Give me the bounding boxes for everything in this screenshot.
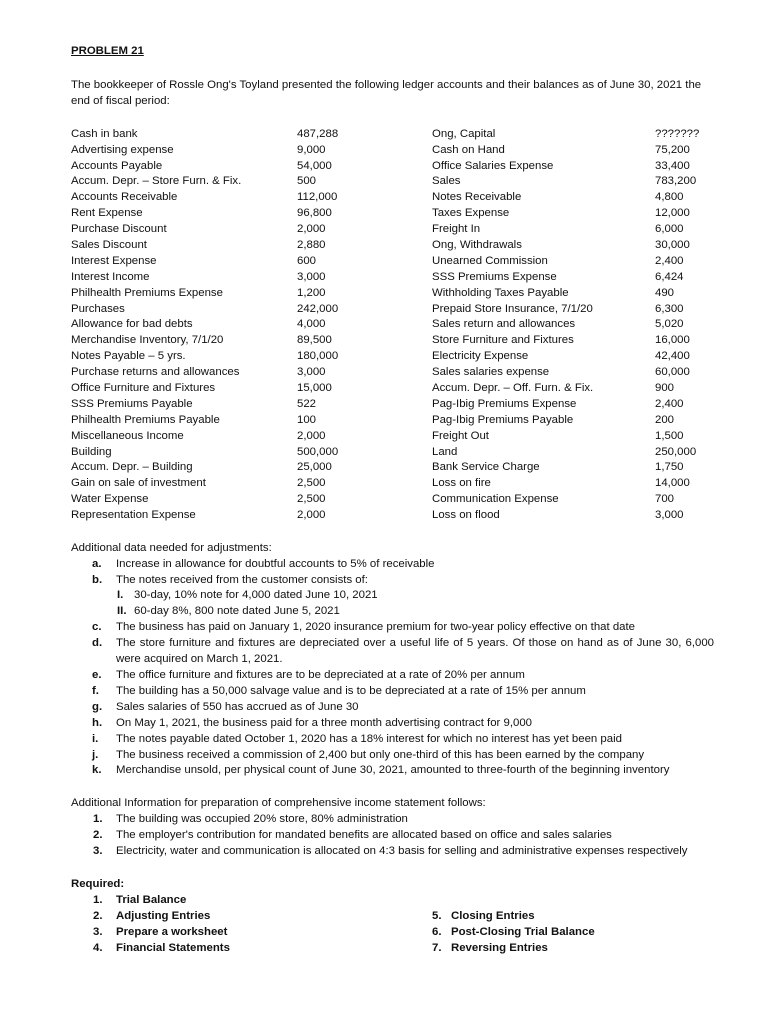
info-text: Electricity, water and communication is allocated on 4:3 basis for selling and administrative expenses respectively [116,845,688,858]
account-name: Purchase Discount [71,223,167,236]
required-text: Trial Balance [116,893,187,906]
account-amount: 783,200 [655,175,697,188]
adjustment-text: Sales salaries of 550 has accrued as of June 30 [116,700,359,713]
account-amount: 2,880 [297,238,326,251]
required-item [432,941,595,957]
account-amount: 3,000 [655,509,684,522]
adjustment-text: The store furniture and fixtures are depreciated over a useful life of 5 years. Of those on hand as of June 30, 6,000 were acquired on March 1, 2021. [116,637,714,666]
adjustment-text: The office furniture and fixtures are to be depreciated at a rate of 20% per annum [116,668,525,681]
account-amount: 5,020 [655,318,684,331]
account-amount: 250,000 [655,445,697,458]
account-name: Sales Discount [71,238,147,251]
account-name: SSS Premiums Payable [71,397,193,410]
account-name: Notes Payable – 5 yrs. [71,350,186,363]
ledger-left-amounts [297,127,397,524]
adjustment-item [71,668,714,684]
account-amount: 1,500 [655,429,684,442]
info-marker: 1. [93,813,103,826]
account-name: Pag-Ibig Premiums Payable [432,413,574,426]
account-name: Notes Receivable [432,191,522,204]
adjustment-item [71,557,714,573]
account-name: Interest Expense [71,254,157,267]
account-amount: 2,500 [297,477,326,490]
note-marker: II. [117,605,127,618]
problem-title: PROBLEM 21 [71,45,144,57]
ledger-accounts-table [71,127,714,524]
account-amount: 16,000 [655,334,690,347]
document-page [71,44,714,957]
info-item [71,844,714,860]
adjustment-item [71,636,714,668]
account-name: Building [71,445,112,458]
required-marker: 2. [93,909,103,922]
account-name: Purchases [71,302,125,315]
adjustment-item [71,700,714,716]
info-marker: 3. [93,845,103,858]
account-name: Store Furniture and Fixtures [432,334,574,347]
adjustment-item [71,684,714,700]
account-name: Land [432,445,458,458]
account-amount: 30,000 [655,238,690,251]
account-amount: 42,400 [655,350,690,363]
account-name: Prepaid Store Insurance, 7/1/20 [432,302,593,315]
adjustment-text: The business has paid on January 1, 2020 insurance premium for two-year policy effective on that date [116,621,635,634]
account-amount: 2,400 [655,397,684,410]
account-name: Representation Expense [71,509,196,522]
required-item [432,925,595,941]
account-name: Interest Income [71,270,150,283]
account-amount: 75,200 [655,143,690,156]
required-list-left [71,893,230,957]
adjustment-text: Merchandise unsold, per physical count of June 30, 2021, amounted to three-fourth of the beginning inventory [116,764,670,777]
account-name: Freight In [432,223,481,236]
note-text: 30-day, 10% note for 4,000 dated June 10, 2021 [134,589,378,602]
ledger-left-names [71,127,293,524]
account-name: Purchase returns and allowances [71,366,240,379]
account-name: Loss on fire [432,477,491,490]
account-amount: 33,400 [655,159,690,172]
note-item [71,588,714,604]
info-item [71,828,714,844]
account-amount: 4,000 [297,318,326,331]
required-heading: Required: [71,877,125,890]
account-name: Ong, Capital [432,127,496,140]
account-amount: 6,000 [655,223,684,236]
required-item [71,909,230,925]
adjustment-item [71,732,714,748]
required-item [71,925,230,941]
adjustment-text: The notes received from the customer consists of: [116,573,368,586]
account-amount: 242,000 [297,302,339,315]
info-text: The building was occupied 20% store, 80% administration [116,813,408,826]
required-text: Post-Closing Trial Balance [451,925,595,938]
account-name: Accum. Depr. – Store Furn. & Fix. [71,175,242,188]
adjustment-marker: e. [92,668,102,681]
adjustment-marker: k. [92,764,102,777]
account-name: Sales salaries expense [432,366,550,379]
adjustments-list [71,557,714,780]
account-amount: 180,000 [297,350,339,363]
account-amount: 54,000 [297,159,332,172]
account-name: Sales return and allowances [432,318,576,331]
account-amount: 12,000 [655,207,690,220]
account-name: Freight Out [432,429,489,442]
account-name: Pag-Ibig Premiums Expense [432,397,577,410]
account-name: Electricity Expense [432,350,529,363]
account-name: Withholding Taxes Payable [432,286,569,299]
account-name: Cash on Hand [432,143,505,156]
required-marker: 4. [93,941,103,954]
account-name: Miscellaneous Income [71,429,184,442]
account-name: Unearned Commission [432,254,548,267]
account-amount: 14,000 [655,477,690,490]
account-amount: 96,800 [297,207,332,220]
adjustment-item [71,573,714,589]
adjustment-text: The business received a commission of 2,400 but only one-third of this has been earned by the company [116,748,645,761]
account-amount: 1,750 [655,461,684,474]
intro-paragraph: The bookkeeper of Rossle Ong's Toyland presented the following ledger accounts and their balances as of June 30, 2021 the end of fiscal period: [71,78,702,107]
account-name: Cash in bank [71,127,138,140]
required-marker: 1. [93,893,103,906]
account-amount: 112,000 [297,191,338,204]
adjustment-text: Increase in allowance for doubtful accounts to 5% of receivable [116,557,435,570]
ledger-right-amounts [655,127,715,524]
account-name: Merchandise Inventory, 7/1/20 [71,334,224,347]
adjustment-marker: f. [92,684,99,697]
account-amount: 522 [297,397,317,410]
adjustment-item [71,620,714,636]
account-amount: 9,000 [297,143,326,156]
required-text: Reversing Entries [451,941,548,954]
account-name: Rent Expense [71,207,143,220]
account-amount: 2,000 [297,429,326,442]
account-amount: 200 [655,413,675,426]
adjustment-item [71,763,714,779]
account-amount: 600 [297,254,317,267]
required-text: Closing Entries [451,909,535,922]
account-amount: 2,000 [297,223,326,236]
account-name: Office Salaries Expense [432,159,554,172]
account-amount: 89,500 [297,334,332,347]
account-name: Accounts Receivable [71,191,178,204]
account-name: Sales [432,175,461,188]
account-amount: 6,300 [655,302,684,315]
account-amount: 1,200 [297,286,326,299]
required-item [432,909,595,925]
adjustment-text: The notes payable dated October 1, 2020 has a 18% interest for which no interest has yet been paid [116,732,622,745]
info-text: The employer's contribution for mandated benefits are allocated based on office and sales salaries [116,829,612,842]
note-text: 60-day 8%, 800 note dated June 5, 2021 [134,605,340,618]
adjustment-marker: h. [92,716,103,729]
account-amount: 100 [297,413,317,426]
account-name: Taxes Expense [432,207,510,220]
adjustment-marker: b. [92,573,103,586]
ledger-right-names [432,127,647,524]
adjustment-item [71,716,714,732]
account-amount: 25,000 [297,461,332,474]
info-list [71,812,714,860]
account-name: Allowance for bad debts [71,318,193,331]
account-name: Office Furniture and Fixtures [71,381,216,394]
account-amount: 700 [655,493,675,506]
required-text: Adjusting Entries [116,909,211,922]
account-name: SSS Premiums Expense [432,270,557,283]
note-item [71,604,714,620]
account-name: Bank Service Charge [432,461,540,474]
account-amount: 2,000 [297,509,326,522]
adjustment-item [71,748,714,764]
account-name: Communication Expense [432,493,559,506]
account-name: Accum. Depr. – Building [71,461,193,474]
account-amount: 60,000 [655,366,690,379]
required-item [71,941,230,957]
adjustments-heading: Additional data needed for adjustments: [71,541,272,554]
account-amount: 900 [655,381,675,394]
account-amount: 2,500 [297,493,326,506]
adjustment-marker: d. [92,637,103,650]
account-amount: 487,288 [297,127,339,140]
required-list-right [432,909,595,957]
info-heading: Additional Information for preparation of comprehensive income statement follows: [71,797,486,810]
account-amount: 15,000 [297,381,332,394]
adjustment-marker: j. [92,748,99,761]
required-item [71,893,230,909]
adjustment-marker: i. [92,732,99,745]
account-amount: 2,400 [655,254,684,267]
account-name: Philhealth Premiums Payable [71,413,220,426]
account-amount: 490 [655,286,675,299]
adjustment-marker: a. [92,557,102,570]
account-amount: 4,800 [655,191,684,204]
required-text: Prepare a worksheet [116,925,228,938]
account-amount: ??????? [655,127,700,140]
account-name: Gain on sale of investment [71,477,206,490]
account-name: Water Expense [71,493,149,506]
required-marker: 6. [432,925,442,938]
account-name: Accounts Payable [71,159,163,172]
required-marker: 5. [432,909,442,922]
account-name: Loss on flood [432,509,500,522]
required-marker: 3. [93,925,103,938]
account-name: Philhealth Premiums Expense [71,286,223,299]
account-amount: 6,424 [655,270,684,283]
account-name: Advertising expense [71,143,174,156]
account-amount: 500,000 [297,445,339,458]
account-name: Ong, Withdrawals [432,238,522,251]
notes-sublist [71,588,714,620]
adjustment-marker: g. [92,700,103,713]
adjustment-text: The building has a 50,000 salvage value and is to be depreciated at a rate of 15% per annum [116,684,586,697]
info-item [71,812,714,828]
required-section [71,877,714,957]
account-amount: 3,000 [297,366,326,379]
account-amount: 3,000 [297,270,326,283]
adjustment-marker: c. [92,621,102,634]
required-marker: 7. [432,941,442,954]
required-text: Financial Statements [116,941,230,954]
account-name: Accum. Depr. – Off. Furn. & Fix. [432,381,594,394]
account-amount: 500 [297,175,317,188]
note-marker: I. [117,589,124,602]
info-marker: 2. [93,829,103,842]
adjustment-text: On May 1, 2021, the business paid for a three month advertising contract for 9,000 [116,716,532,729]
